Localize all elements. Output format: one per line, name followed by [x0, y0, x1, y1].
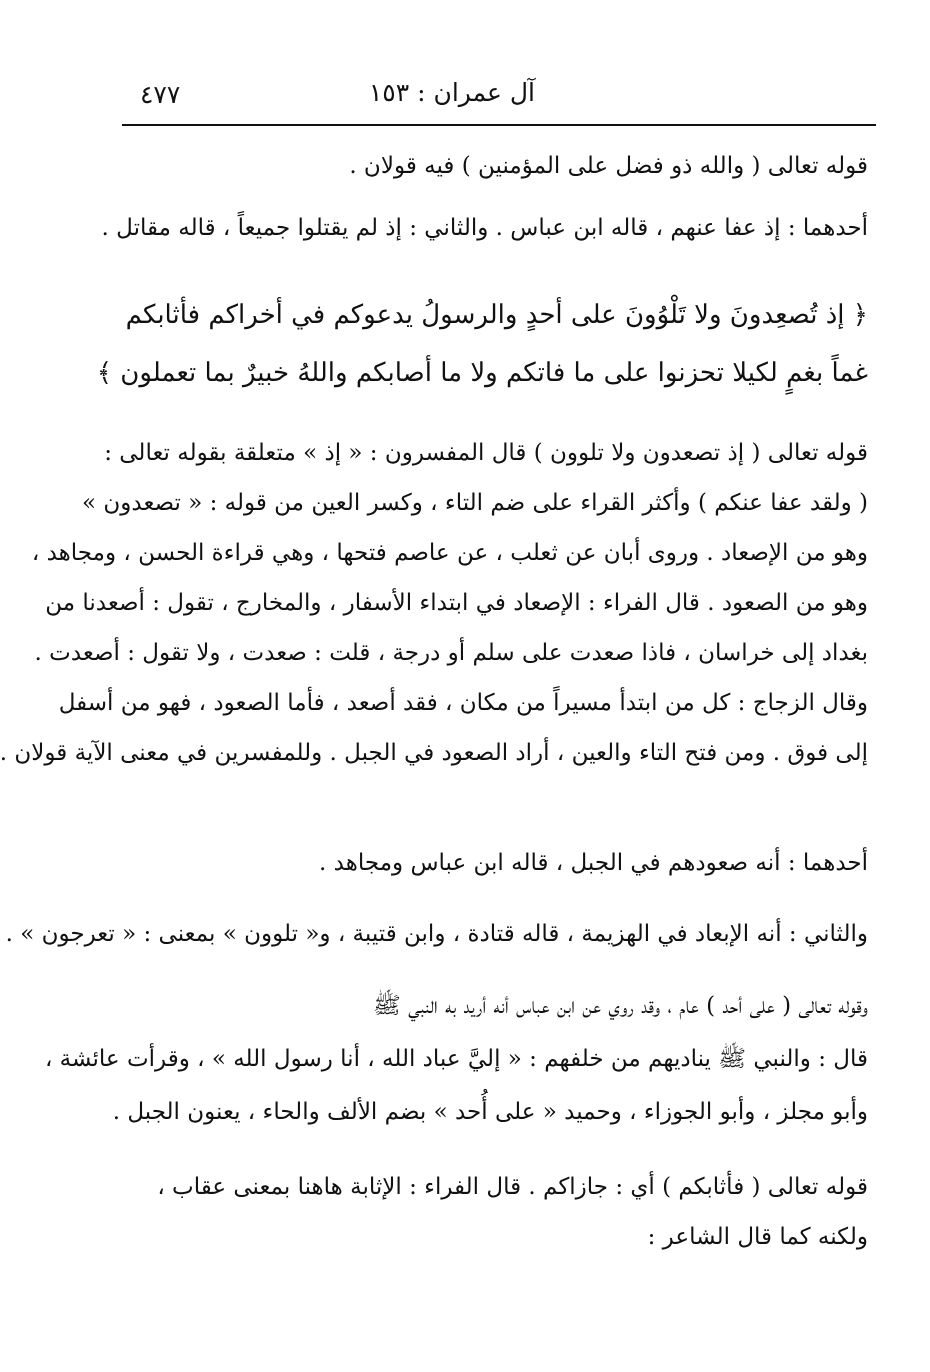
- page-number: ٤٧٧: [140, 80, 181, 109]
- verse-line: ﴿ إذ تُصعِدونَ ولا تَلْوُونَ على أحدٍ والرسولُ يدعوكم في أخراكم فأثابكم: [125, 300, 868, 330]
- paragraph-ala-ahad: [44, 980, 868, 1139]
- text-line: قوله تعالى ( فأثابكم ) أي : جازاكم . قال الفراء : الإثابة هاهنا بمعنى عقاب ،: [157, 1174, 868, 1200]
- quran-verse: [96, 286, 868, 402]
- paragraph-commentary-1: [128, 146, 868, 186]
- paragraph-tusidun: [0, 428, 868, 778]
- text-line: إلى فوق . ومن فتح التاء والعين ، أراد الصعود في الجبل . وللمفسرين في معنى الآية قولان .: [0, 740, 868, 766]
- text-line: قوله تعالى ( والله ذو فضل على المؤمنين ) فيه قولان .: [349, 153, 868, 179]
- text-line: قال : والنبي ﷺ يناديهم من خلفهم : « إليَّ عباد الله ، أنا رسول الله » ، وقرأت عائشة ،: [44, 1046, 868, 1072]
- running-header: [140, 78, 860, 118]
- text-line: أحدهما : إذ عفا عنهم ، قاله ابن عباس . والثاني : إذ لم يقتلوا جميعاً ، قاله مقاتل .: [101, 215, 868, 241]
- running-title: آل عمران : ١٥٣: [368, 78, 535, 107]
- text-line: وهو من الصعود . قال الفراء : الإصعاد في ابتداء الأسفار ، والمخارج ، تقول : أصعدنا من: [45, 590, 868, 616]
- paragraph-first-opinion: [128, 843, 868, 883]
- paragraph-two-opinions: [101, 208, 868, 248]
- text-line: بغداد إلى خراسان ، فاذا صعدت على سلم أو درجة ، قلت : صعدت ، ولا تقول : أصعدت .: [34, 640, 868, 666]
- verse-line: غماً بغمٍ لكيلا تحزنوا على ما فاتكم ولا ما أصابكم واللهُ خبيرٌ بما تعملون ﴾: [96, 358, 868, 388]
- text-line: ولكنه كما قال الشاعر :: [647, 1224, 868, 1250]
- text-line: وهو من الإصعاد . وروى أبان عن ثعلب ، عن عاصم فتحها ، وهي قراءة الحسن ، ومجاهد ،: [31, 540, 868, 566]
- paragraph-second-opinion: [5, 914, 868, 954]
- text-line: قوله تعالى ( إذ تصعدون ولا تلوون ) قال المفسرون : « إذ » متعلقة بقوله تعالى :: [104, 440, 868, 466]
- text-line: وأبو مجلز ، وأبو الجوزاء ، وحميد « على أُحد » بضم الألف والحاء ، يعنون الجبل .: [112, 1099, 868, 1125]
- text-line: والثاني : أنه الإبعاد في الهزيمة ، قاله قتادة ، وابن قتيبة ، و« تلوون » بمعنى : « تعرجون » .: [5, 921, 868, 947]
- text-line: وقال الزجاج : كل من ابتدأ مسيراً من مكان ، فقد أصعد ، فأما الصعود ، فهو من أسفل: [58, 690, 868, 716]
- text-line: ( ولقد عفا عنكم ) وأكثر القراء على ضم التاء ، وكسر العين من قوله : « تصعدون »: [82, 490, 868, 516]
- text-line: وقوله تعالى ( على أحد ) عام ، وقد روي عن ابن عباس أنه أريد به النبي ﷺ: [373, 993, 868, 1019]
- text-line: أحدهما : أنه صعودهم في الجبل ، قاله ابن عباس ومجاهد .: [319, 850, 868, 876]
- header-rule: [122, 124, 876, 126]
- paragraph-fa-athabakum: [128, 1162, 868, 1262]
